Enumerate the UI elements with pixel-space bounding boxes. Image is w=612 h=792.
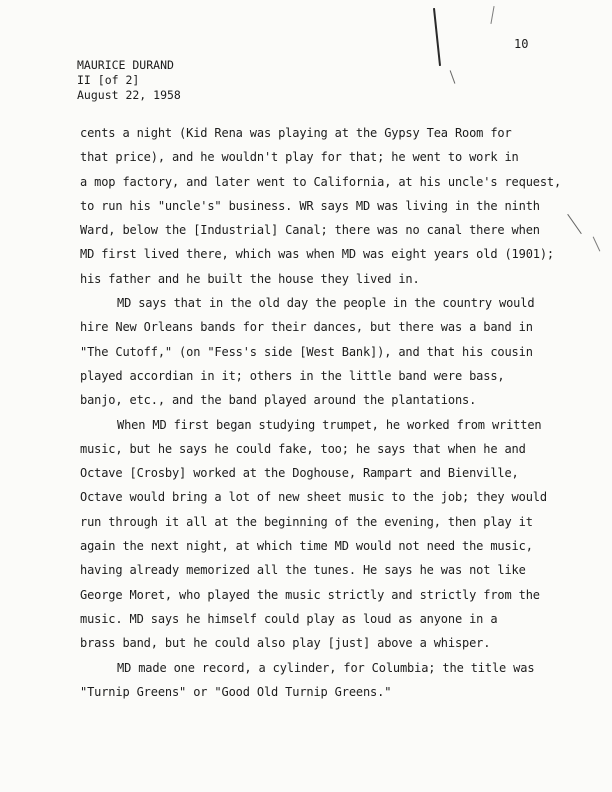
text-line: played accordian in it; others in the little band were bass,: [80, 368, 505, 383]
text-line: his father and he built the house they lived in.: [80, 271, 420, 286]
text-line: music. MD says he himself could play as loud as anyone in a: [80, 611, 498, 626]
text-line: "The Cutoff," (on "Fess's side [West Bank]), and that his cousin: [80, 344, 533, 359]
paragraph: [80, 656, 600, 705]
text-line: Ward, below the [Industrial] Canal; there was no canal there when: [80, 223, 540, 238]
text-line: cents a night (Kid Rena was playing at the Gypsy Tea Room for: [80, 126, 512, 140]
text-line: Octave would bring a lot of new sheet music to the job; they would: [80, 490, 547, 505]
text-line: Octave [Crosby] worked at the Doghouse, Rampart and Bienville,: [80, 466, 519, 481]
text-line: a mop factory, and later went to California, at his uncle's request,: [80, 174, 562, 189]
paragraph: [80, 291, 600, 412]
text-line: MD first lived there, which was when MD was eight years old (1901);: [80, 247, 554, 262]
body-text: [80, 121, 600, 704]
text-line: "Turnip Greens" or "Good Old Turnip Greens.": [80, 684, 392, 699]
paragraph: [80, 413, 600, 656]
text-line: to run his "uncle's" business. WR says MD was living in the ninth: [80, 198, 540, 213]
text-line: banjo, etc., and the band played around the plantations.: [80, 393, 477, 408]
text-line: run through it all at the beginning of the evening, then play it: [80, 514, 533, 529]
text-line: George Moret, who played the music strictly and strictly from the: [80, 587, 540, 602]
text-line: having already memorized all the tunes. He says he was not like: [80, 563, 526, 578]
scan-mark: [450, 70, 456, 83]
scan-mark: [433, 8, 441, 66]
header-name: MAURICE DURAND: [77, 58, 174, 72]
paragraph: [80, 121, 600, 291]
header-date: August 22, 1958: [77, 88, 181, 102]
scan-mark: [490, 6, 494, 24]
text-line: again the next night, at which time MD would not need the music,: [80, 539, 533, 554]
text-line: brass band, but he could also play [just] above a whisper.: [80, 636, 491, 651]
text-line: that price), and he wouldn't play for that; he went to work in: [80, 150, 519, 165]
text-line: music, but he says he could fake, too; he says that when he and: [80, 441, 526, 456]
text-line: MD says that in the old day the people in the country would: [117, 296, 535, 311]
text-line: When MD first began studying trumpet, he worked from written: [117, 417, 542, 432]
text-line: MD made one record, a cylinder, for Columbia; the title was: [117, 660, 535, 675]
page-number: 10: [514, 37, 529, 51]
text-line: hire New Orleans bands for their dances, but there was a band in: [80, 320, 533, 335]
document-header: [77, 58, 181, 103]
header-part: II [of 2]: [77, 73, 140, 87]
